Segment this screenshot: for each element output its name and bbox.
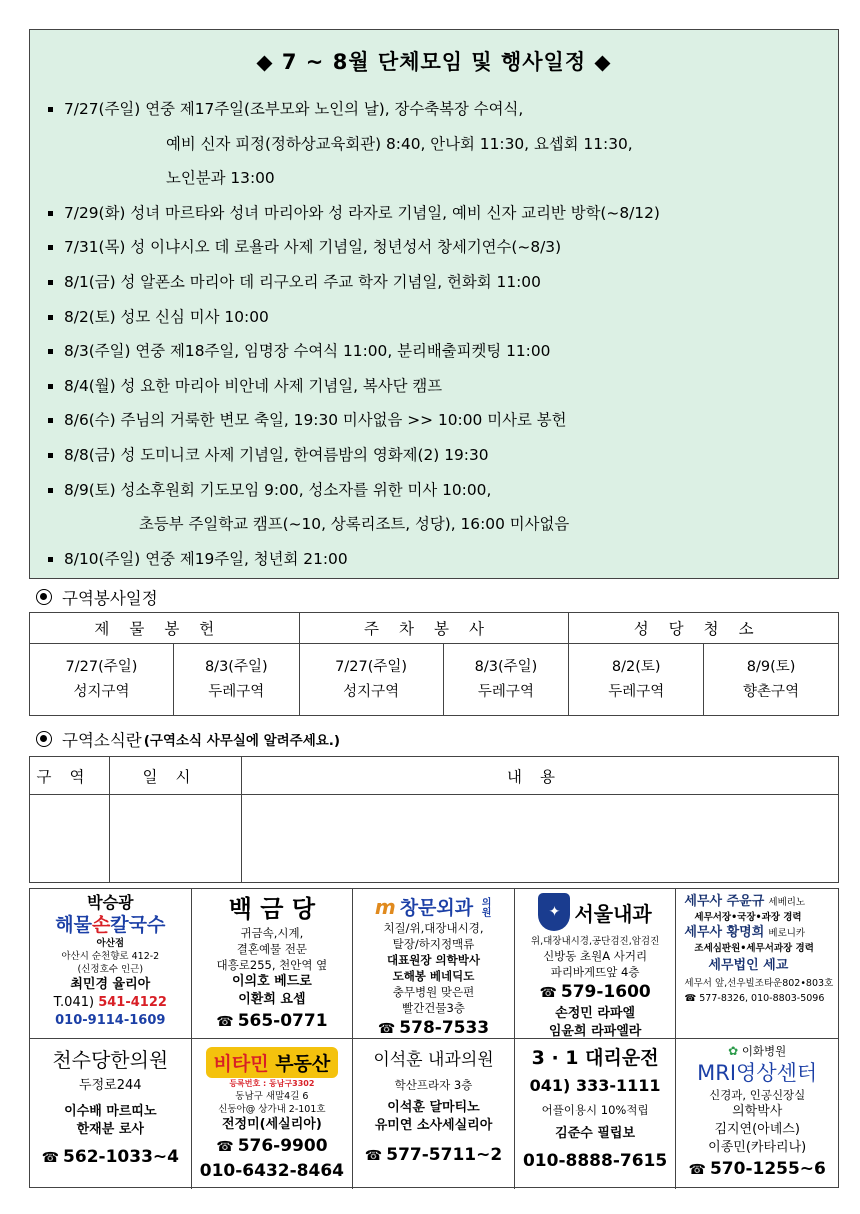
ad-changmun-surgery: m 창문외과 의원 치질/위,대장내시경, 탈장/하지정맥류 대표원장 의학박사 도해봉 베네딕도 충무병원 맞은편 빨간건물3층 ☎ 578-7533 <box>353 889 515 1039</box>
service-cell: 7/27(주일) 성지구역 <box>299 644 443 716</box>
service-cell: 8/3(주일) 두레구역 <box>443 644 569 716</box>
service-header-cleaning: 성당청소 <box>569 613 839 644</box>
service-cell: 8/9(토) 향촌구역 <box>704 644 839 716</box>
news-table <box>29 756 839 883</box>
target-bullet-icon <box>36 589 52 605</box>
phone-icon: ☎ <box>364 1148 383 1164</box>
schedule-title: ◆ 7 ~ 8월 단체모임 및 행사일정 ◆ <box>256 50 612 74</box>
phone-icon: ☎ <box>41 1150 60 1166</box>
service-cell: 8/2(토) 두레구역 <box>569 644 704 716</box>
event-schedule-box <box>29 29 839 579</box>
schedule-item: 8/3(주일) 연중 제18주일, 임명장 수여식 11:00, 분리배출피켓팅 11:00 <box>48 334 838 369</box>
news-header-content: 내용 <box>242 757 839 795</box>
news-cell <box>110 795 242 883</box>
schedule-item: 8/6(수) 주님의 거룩한 변모 축일, 19:30 미사없음 >> 10:00 미사로 봉헌 <box>48 403 838 438</box>
phone-icon: ☎ <box>688 1162 706 1178</box>
schedule-list <box>48 92 838 576</box>
news-cell <box>30 795 110 883</box>
clinic-logo-icon: m <box>374 894 396 919</box>
ad-baekgeumdang: 백 금 당 귀금속,시계, 결혼예물 전문 대흥로255, 천안역 옆 이의호 베드로 이환희 요셉 ☎ 565-0771 <box>192 889 354 1039</box>
ad-seoul-internal: ✦ 서울내과 위,대장내시경,공단검진,암검진 신방동 초원A 사거리 파리바게뜨앞 4층 ☎ 579-1600 손정민 라파엘 임윤희 라파엘라 <box>515 889 677 1039</box>
vitamin-logo: 비타민 부동산 <box>206 1047 339 1078</box>
news-header-zone: 구역 <box>30 757 110 795</box>
schedule-item: 8/2(토) 성모 신심 미사 10:00 <box>48 300 838 335</box>
ad-tax-office: 세무사 주윤규 세베리노 세무서장•국장•과장 경력 세무사 황명희 베로니카 조세심판원•세무서과장 경력 세무법인 세교 세무서 앞,선우빌조타운802•803호 ☎ 577-8326, 010-8803-5096 <box>676 889 838 1039</box>
schedule-item: 8/4(월) 성 요한 마리아 비안네 사제 기념일, 복사단 캠프 <box>48 369 838 404</box>
schedule-item: 8/10(주일) 연중 제19주일, 청년회 21:00 <box>48 542 838 577</box>
news-header-datetime: 일시 <box>110 757 242 795</box>
service-cell: 7/27(주일) 성지구역 <box>30 644 174 716</box>
phone-icon: ☎ <box>684 993 697 1004</box>
service-header-offering: 제물봉헌 <box>30 613 300 644</box>
service-heading: 구역봉사일정 <box>36 585 158 609</box>
ad-vitamin-realty: 비타민 부동산 등록번호 : 동남구3302 동남구 새말4길 6 신동아@ 상가내 2-101호 전정미(세실리아) ☎ 576-9900 010-6432-8464 <box>192 1039 354 1189</box>
service-table <box>29 612 839 716</box>
phone-icon: ☎ <box>377 1021 396 1037</box>
schedule-item: 8/1(금) 성 알폰소 마리아 데 리구오리 주교 학자 기념일, 헌화회 11:00 <box>48 265 838 300</box>
ad-mri-center: ✿ 이화병원 MRI영상센터 신경과, 인공신장실 의학박사 김지연(아녜스) 이종민(카타리나) ☎ 570-1255~6 <box>688 1044 826 1179</box>
ad-lee-internal: 이석훈 내과의원 학산프라자 3층 이석훈 달마티노 유미연 소사세실리아 ☎ 577-5711~2 <box>353 1039 515 1189</box>
news-cell <box>242 795 839 883</box>
schedule-item: 7/29(화) 성녀 마르타와 성녀 마리아와 성 라자로 기념일, 예비 신자 교리반 방학(~8/12) <box>48 196 838 231</box>
schedule-item: 7/31(목) 성 이냐시오 데 로욜라 사제 기념일, 청년성서 창세기연수(~8/3) <box>48 230 838 265</box>
news-note: (구역소식 사무실에 알려주세요.) <box>143 733 341 749</box>
ad-31-driver: 3 · 1 대리운전 041) 333-1111 어플이용시 10%적립 김준수 필립보 010-8888-7615 <box>515 1039 677 1189</box>
service-cell: 8/3(주일) 두레구역 <box>173 644 299 716</box>
ad-kalguksu: 박승광 해물손칼국수 아산점 아산시 순천향로 412-2 (신정호수 인근) 최민경 율리아 T.041) 541-4122 010-9114-1609 <box>30 889 192 1039</box>
schedule-item: 7/27(주일) 연중 제17주일(조부모와 노인의 날), 장수축복장 수여식, 예비 신자 피정(정하상교육회관) 8:40, 안나회 11:30, 요셉회 11:30, 노인분과 13:00 <box>48 92 838 196</box>
ads-grid <box>29 888 839 1188</box>
university-emblem-icon: ✦ <box>538 893 570 931</box>
phone-icon: ☎ <box>216 1014 234 1030</box>
news-heading: 구역소식란 (구역소식 사무실에 알려주세요.) <box>36 727 340 751</box>
phone-icon: ☎ <box>539 985 557 1001</box>
schedule-item: 8/8(금) 성 도미니코 사제 기념일, 한여름밤의 영화제(2) 19:30 <box>48 438 838 473</box>
service-header-parking: 주차봉사 <box>299 613 569 644</box>
phone-icon: ☎ <box>216 1139 234 1155</box>
schedule-item: 8/9(토) 성소후원회 기도모임 9:00, 성소자를 위한 미사 10:00, 초등부 주일학교 캠프(~10, 상록리조트, 성당), 16:00 미사없음 <box>48 473 838 542</box>
ad-cheonsudang: 천수당한의원 두정로244 이수배 마르띠노 한재분 로사 ☎ 562-1033~4 <box>30 1039 192 1189</box>
hospital-logo-icon: ✿ <box>728 1044 739 1058</box>
target-bullet-icon <box>36 731 52 747</box>
